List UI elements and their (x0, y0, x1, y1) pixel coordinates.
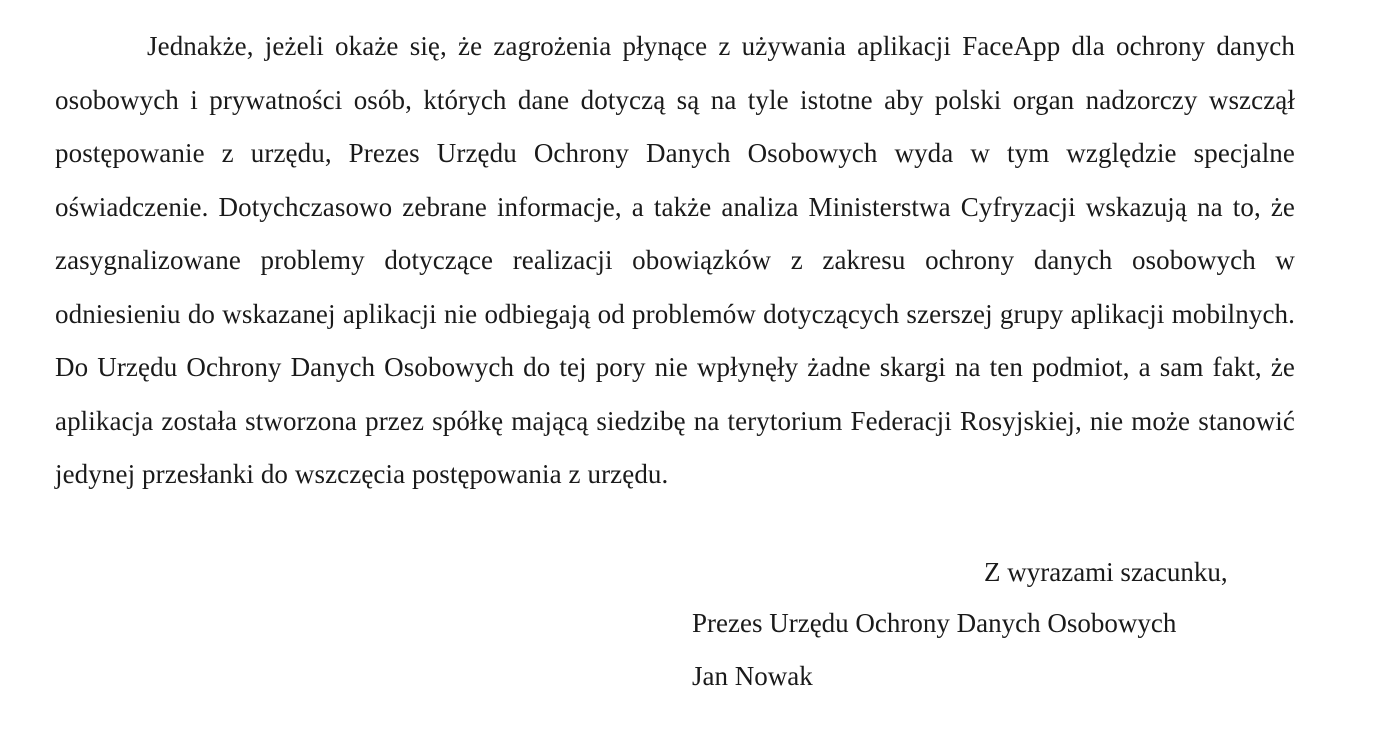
signatory-title: Prezes Urzędu Ochrony Danych Osobowych (692, 608, 1177, 638)
closing-salutation: Z wyrazami szacunku, (984, 557, 1228, 587)
body-paragraph: Jednakże, jeżeli okaże się, że zagrożenia płynące z używania aplikacji FaceApp dla ochrony danych osobowych i prywatności osób, których dane dotyczą są na tyle istotne aby polski organ nadzorczy wszczął postępowanie z urzędu, Prezes Urzędu Ochrony Danych Osobowych wyda w tym względzie specjalne oświadczenie. Dotychczasowo zebrane informacje, a także analiza Ministerstwa Cyfryzacji wskazują na to, że zasygnalizowane problemy dotyczące realizacji obowiązków z zakresu ochrony danych osobowych w odniesieniu do wskazanej aplikacji nie odbiegają od problemów dotyczących szerszej grupy aplikacji mobilnych. Do Urzędu Ochrony Danych Osobowych do tej pory nie wpłynęły żadne skargi na ten podmiot, a sam fakt, że aplikacja została stworzona przez spółkę mającą siedzibę na terytorium Federacji Rosyjskiej, nie może stanowić jedynej przesłanki do wszczęcia postępowania z urzędu. (55, 31, 1295, 489)
signatory-name: Jan Nowak (692, 661, 813, 691)
